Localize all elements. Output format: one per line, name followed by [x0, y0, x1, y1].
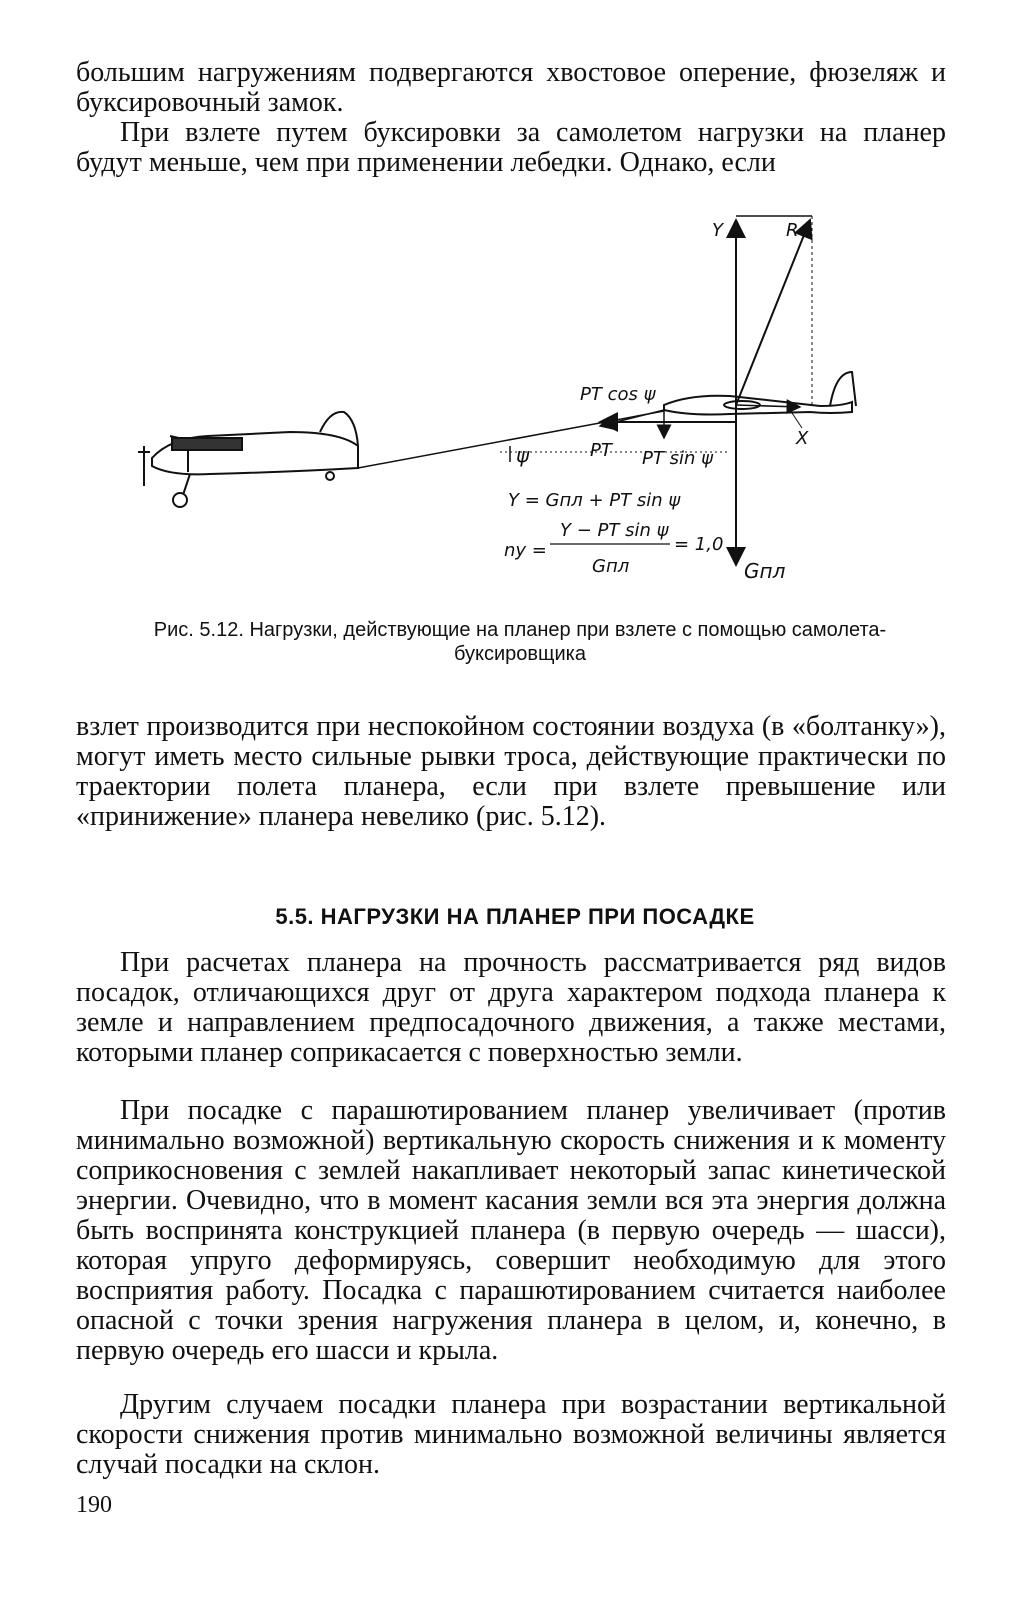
figure-caption: Рис. 5.12. Нагрузки, действующие на планер при взлете с помощью самолета-буксировщика	[153, 619, 887, 665]
equation-ny-lhs: ny =	[504, 540, 547, 561]
glider-illustration	[664, 372, 856, 415]
page-number: 190	[76, 1492, 112, 1518]
paragraph-turbulence	[76, 712, 946, 832]
label-G: Gпл	[744, 559, 786, 583]
drag-vector-X	[736, 405, 800, 407]
tow-plane-illustration	[138, 412, 358, 507]
paragraph-text: взлет производится при неспокойном состоянии воздуха (в «болтанку»), могут иметь место сильные рывки троса, действующие практически по траектории полета планера, если при взлете превышение или «принижение» планера невелико (рис. 5.12).	[76, 711, 946, 832]
label-R: R	[786, 220, 799, 241]
paragraph-slope-landing	[76, 1390, 946, 1480]
tow-rope	[358, 411, 664, 468]
paragraph-parachuting-landing	[76, 1096, 946, 1366]
label-PT-sin: PT sin ψ	[642, 448, 713, 469]
resultant-vector-R	[736, 220, 810, 405]
paragraph-text: Другим случаем посадки планера при возрастании вертикальной скорости снижения против минимально возможной величины является случай посадки на склон.	[76, 1389, 946, 1480]
paragraph-text: При расчетах планера на прочность рассматривается ряд видов посадок, отличающихся друг от друга характером подхода планера к земле и направлением предпосадочного движения, а также местами, которыми планер соприкасается с поверхностью земли.	[76, 947, 946, 1068]
paragraph-text: большим нагружениям подвергаются хвостовое оперение, фюзеляж и буксировочный замок.	[76, 57, 946, 118]
label-PT-cos: PT cos ψ	[580, 384, 656, 405]
equation-ny-denominator: Gпл	[592, 556, 630, 577]
label-PT: PT	[590, 440, 612, 461]
equation-lift: Y = Gпл + PT sin ψ	[508, 490, 681, 511]
section-heading: 5.5. НАГРУЗКИ НА ПЛАНЕР ПРИ ПОСАДКЕ	[275, 904, 755, 929]
paragraph-continuation	[76, 58, 946, 118]
paragraph-landing-types	[76, 948, 946, 1068]
paragraph-text: При взлете путем буксировки за самолетом нагрузки на планер будут меньше, чем при применении лебедки. Однако, если	[76, 117, 946, 178]
equation-ny-numerator: Y − PT sin ψ	[560, 520, 669, 541]
label-psi: ψ	[516, 443, 530, 467]
figure-towing-loads	[130, 200, 890, 600]
paragraph-text: При посадке с парашютированием планер увеличивает (против минимально возможной) вертикальную скорость снижения и к моменту соприкосновения с землей накапливает некоторый запас кинетической энергии. Очевидно, что в момент касания земли вся эта энергия должна быть воспринята конструкцией планера (в первую очередь — шасси), которая упруго деформируясь, совершит необходимую для этого восприятия работу. Посадка с парашютированием считается наиболее опасной с точки зрения нагружения планера в целом, и, конечно, в первую очередь его шасси и крыла.	[76, 1095, 946, 1366]
equation-ny-rhs: = 1,0	[674, 534, 724, 555]
label-Y: Y	[712, 220, 723, 241]
tow-force-PT	[600, 410, 664, 426]
paragraph-towing	[76, 118, 946, 178]
label-X: X	[796, 428, 809, 449]
psi-angle-marker	[510, 443, 530, 467]
